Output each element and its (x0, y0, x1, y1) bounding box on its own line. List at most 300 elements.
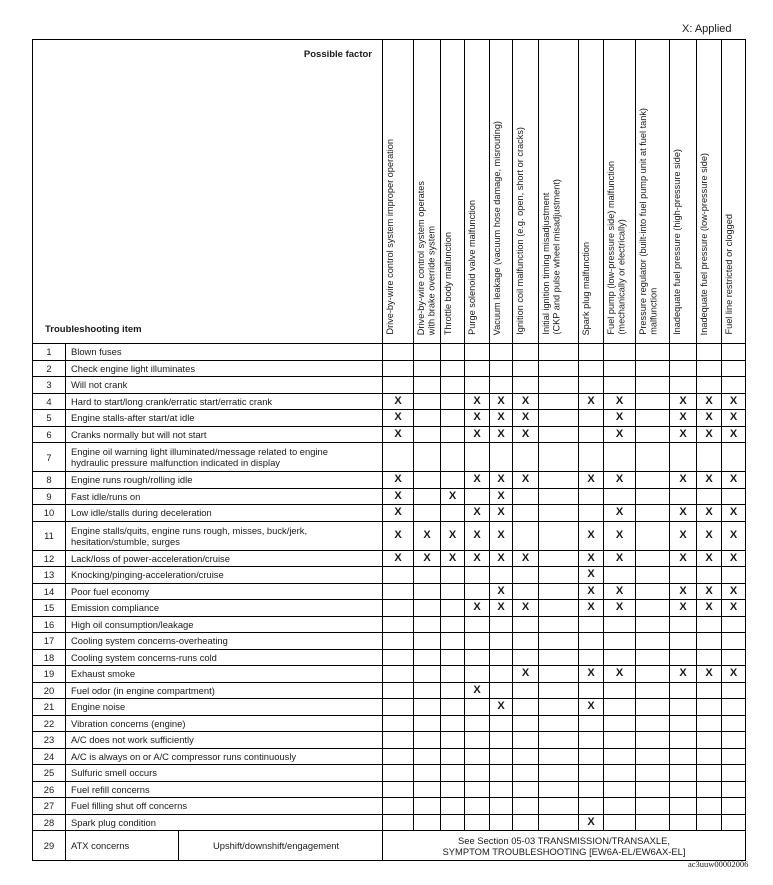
troubleshooting-item: Sulfuric smell occurs (66, 765, 383, 782)
applied-mark-cell (697, 360, 722, 377)
applied-mark-cell (513, 699, 539, 716)
applied-mark-cell (636, 814, 670, 831)
row-number: 14 (33, 583, 66, 600)
table-row (33, 814, 746, 831)
applied-mark-cell (441, 699, 465, 716)
applied-mark-cell (490, 765, 513, 782)
applied-mark-cell (670, 798, 697, 815)
table-row (33, 443, 746, 472)
applied-mark-cell (670, 649, 697, 666)
applied-mark-cell: X (465, 393, 490, 410)
troubleshooting-item: Spark plug condition (66, 814, 383, 831)
table-row (33, 505, 746, 522)
row-number: 24 (33, 748, 66, 765)
factor-label: Initial ignition timing misadjustment (CKP and pulse wheel misadjustment) (541, 179, 562, 335)
applied-mark-cell (383, 732, 414, 749)
applied-mark-cell (490, 814, 513, 831)
applied-mark-cell (636, 682, 670, 699)
applied-mark-cell (539, 344, 579, 361)
applied-mark-cell (441, 393, 465, 410)
applied-mark-cell (513, 649, 539, 666)
applied-mark-cell (513, 583, 539, 600)
applied-mark-cell (670, 715, 697, 732)
applied-mark-cell (414, 666, 441, 683)
applied-mark-cell (604, 781, 636, 798)
applied-mark-cell: X (604, 521, 636, 550)
row-number: 12 (33, 550, 66, 567)
applied-mark-cell (539, 567, 579, 584)
applied-mark-cell (414, 472, 441, 489)
applied-mark-cell (636, 488, 670, 505)
applied-mark-cell (441, 649, 465, 666)
applied-mark-cell (579, 649, 604, 666)
applied-mark-cell: X (697, 583, 722, 600)
applied-mark-cell: X (465, 521, 490, 550)
troubleshooting-item: Hard to start/long crank/erratic start/erratic crank (66, 393, 383, 410)
applied-mark-cell (722, 699, 746, 716)
applied-mark-cell: X (579, 600, 604, 617)
troubleshooting-item: Engine stalls/quits, engine runs rough, misses, buck/jerk, hesitation/stumble, surges (66, 521, 383, 550)
applied-mark-cell (414, 765, 441, 782)
applied-mark-cell (513, 732, 539, 749)
row-number: 4 (33, 393, 66, 410)
applied-mark-cell (441, 583, 465, 600)
applied-mark-cell (636, 732, 670, 749)
row-number: 9 (33, 488, 66, 505)
applied-mark-cell: X (697, 666, 722, 683)
factor-label: Inadequate fuel pressure (high-pressure side) (672, 149, 682, 335)
applied-mark-cell (579, 488, 604, 505)
troubleshooting-item: Fuel refill concerns (66, 781, 383, 798)
troubleshooting-item: Fuel filling shut off concerns (66, 798, 383, 815)
applied-mark-cell (697, 715, 722, 732)
applied-mark-cell (539, 781, 579, 798)
applied-mark-cell (539, 798, 579, 815)
applied-mark-cell: X (722, 583, 746, 600)
applied-mark-cell (539, 814, 579, 831)
applied-mark-cell (697, 616, 722, 633)
applied-mark-cell (513, 377, 539, 394)
applied-mark-cell (513, 682, 539, 699)
applied-mark-cell (414, 732, 441, 749)
applied-mark-cell: X (579, 567, 604, 584)
applied-mark-cell (539, 521, 579, 550)
applied-mark-cell (604, 488, 636, 505)
applied-mark-cell (465, 567, 490, 584)
applied-mark-cell (636, 410, 670, 427)
troubleshooting-item: Knocking/pinging-acceleration/cruise (66, 567, 383, 584)
applied-mark-cell: X (383, 410, 414, 427)
applied-mark-cell: X (604, 583, 636, 600)
applied-mark-cell (604, 633, 636, 650)
factor-header-1 (383, 40, 414, 344)
applied-mark-cell: X (697, 521, 722, 550)
applied-mark-cell (670, 344, 697, 361)
factor-label: Drive-by-wire control system operates with brake override system (416, 180, 437, 335)
applied-mark-cell (414, 715, 441, 732)
row-number: 25 (33, 765, 66, 782)
factor-label: Spark plug malfunction (581, 241, 591, 335)
row-number: 8 (33, 472, 66, 489)
applied-mark-cell: X (490, 521, 513, 550)
applied-mark-cell (604, 682, 636, 699)
troubleshooting-item: Check engine light illuminates (66, 360, 383, 377)
applied-mark-cell: X (490, 426, 513, 443)
applied-mark-cell (513, 748, 539, 765)
applied-mark-cell (670, 814, 697, 831)
applied-mark-cell (539, 550, 579, 567)
applied-mark-cell: X (579, 814, 604, 831)
applied-mark-cell (414, 583, 441, 600)
applied-mark-cell (383, 798, 414, 815)
factor-header-12 (697, 40, 722, 344)
applied-mark-cell (414, 682, 441, 699)
troubleshooting-item: Engine runs rough/rolling idle (66, 472, 383, 489)
table-row (33, 583, 746, 600)
applied-mark-cell (465, 781, 490, 798)
applied-mark-cell (539, 393, 579, 410)
applied-mark-cell: X (697, 410, 722, 427)
troubleshooting-item: Low idle/stalls during deceleration (66, 505, 383, 522)
applied-mark-cell (697, 748, 722, 765)
applied-mark-cell (697, 633, 722, 650)
applied-mark-cell (465, 715, 490, 732)
applied-mark-cell (697, 765, 722, 782)
applied-mark-cell (465, 649, 490, 666)
applied-mark-cell: X (579, 550, 604, 567)
applied-mark-cell: X (579, 521, 604, 550)
applied-mark-cell: X (670, 550, 697, 567)
table-row (33, 781, 746, 798)
applied-mark-cell (383, 649, 414, 666)
applied-mark-cell (670, 488, 697, 505)
applied-mark-cell (465, 765, 490, 782)
applied-mark-cell (383, 781, 414, 798)
applied-mark-cell (579, 633, 604, 650)
applied-mark-cell: X (670, 410, 697, 427)
applied-mark-cell (383, 715, 414, 732)
applied-mark-cell (670, 377, 697, 394)
row-number: 27 (33, 798, 66, 815)
applied-mark-cell (722, 633, 746, 650)
row-number: 13 (33, 567, 66, 584)
applied-mark-cell (383, 344, 414, 361)
applied-mark-cell (722, 682, 746, 699)
row-number: 16 (33, 616, 66, 633)
applied-mark-cell: X (490, 550, 513, 567)
applied-mark-cell: X (513, 393, 539, 410)
applied-mark-cell (383, 616, 414, 633)
applied-mark-cell (539, 488, 579, 505)
applied-mark-cell: X (604, 410, 636, 427)
applied-mark-cell: X (579, 666, 604, 683)
see-line-2: SYMPTOM TROUBLESHOOTING [EW6A-EL/EW6AX-EL] (442, 845, 686, 857)
applied-mark-cell (490, 666, 513, 683)
applied-mark-cell (636, 443, 670, 472)
row-number: 15 (33, 600, 66, 617)
applied-mark-cell (579, 377, 604, 394)
applied-mark-cell (383, 633, 414, 650)
applied-mark-cell (383, 600, 414, 617)
applied-mark-cell (722, 488, 746, 505)
factor-header-6 (513, 40, 539, 344)
applied-mark-cell: X (722, 521, 746, 550)
applied-mark-cell: X (465, 505, 490, 522)
applied-mark-cell (441, 443, 465, 472)
applied-mark-cell (604, 748, 636, 765)
applied-mark-cell (490, 732, 513, 749)
applied-mark-cell (441, 748, 465, 765)
applied-mark-cell (636, 521, 670, 550)
applied-mark-cell (441, 472, 465, 489)
applied-mark-cell (636, 393, 670, 410)
applied-mark-cell (441, 410, 465, 427)
applied-mark-cell (636, 600, 670, 617)
applied-mark-cell: X (383, 505, 414, 522)
table-row (33, 765, 746, 782)
applied-mark-cell: X (513, 410, 539, 427)
applied-mark-cell: X (383, 488, 414, 505)
applied-mark-cell (636, 666, 670, 683)
applied-mark-cell: X (465, 410, 490, 427)
applied-mark-cell (513, 344, 539, 361)
applied-mark-cell (636, 472, 670, 489)
troubleshooting-item: Lack/loss of power-acceleration/cruise (66, 550, 383, 567)
applied-mark-cell (383, 699, 414, 716)
row-number: 20 (33, 682, 66, 699)
applied-mark-cell (697, 732, 722, 749)
applied-mark-cell (513, 781, 539, 798)
applied-mark-cell: X (513, 600, 539, 617)
applied-mark-cell: X (490, 410, 513, 427)
applied-mark-cell (697, 682, 722, 699)
applied-mark-cell: X (383, 393, 414, 410)
applied-mark-cell (383, 443, 414, 472)
applied-mark-cell (539, 377, 579, 394)
applied-mark-cell (441, 344, 465, 361)
applied-mark-cell: X (722, 505, 746, 522)
troubleshooting-item: Poor fuel economy (66, 583, 383, 600)
applied-mark-cell: X (697, 505, 722, 522)
table-row (33, 521, 746, 550)
applied-mark-cell: X (383, 472, 414, 489)
applied-mark-cell (539, 583, 579, 600)
applied-mark-cell (604, 732, 636, 749)
applied-mark-cell: X (513, 472, 539, 489)
table-row (33, 567, 746, 584)
troubleshooting-item: A/C does not work sufficiently (66, 732, 383, 749)
applied-mark-cell (539, 410, 579, 427)
row-number: 26 (33, 781, 66, 798)
applied-mark-cell: X (670, 583, 697, 600)
applied-mark-cell (636, 360, 670, 377)
applied-mark-cell (670, 748, 697, 765)
applied-mark-cell (604, 360, 636, 377)
applied-mark-cell (670, 682, 697, 699)
row-number: 7 (33, 443, 66, 472)
table-row (33, 377, 746, 394)
troubleshooting-item: High oil consumption/leakage (66, 616, 383, 633)
table-row-atx (33, 831, 746, 861)
troubleshooting-item: Will not crank (66, 377, 383, 394)
factor-header-5 (490, 40, 513, 344)
applied-mark-cell (490, 649, 513, 666)
applied-mark-cell (414, 360, 441, 377)
table-row (33, 616, 746, 633)
applied-mark-cell (383, 748, 414, 765)
applied-mark-cell: X (722, 550, 746, 567)
factor-header-4 (465, 40, 490, 344)
applied-mark-cell (636, 633, 670, 650)
applied-mark-cell (490, 682, 513, 699)
troubleshooting-item: Fuel odor (in engine compartment) (66, 682, 383, 699)
applied-mark-cell: X (604, 600, 636, 617)
row-number: 29 (33, 831, 66, 861)
row-number: 18 (33, 649, 66, 666)
applied-mark-cell: X (697, 600, 722, 617)
applied-mark-cell (513, 521, 539, 550)
applied-mark-cell: X (490, 699, 513, 716)
factor-header-7 (539, 40, 579, 344)
applied-mark-cell (579, 410, 604, 427)
applied-mark-cell (513, 798, 539, 815)
applied-mark-cell (441, 600, 465, 617)
applied-mark-cell (579, 682, 604, 699)
applied-mark-cell (604, 715, 636, 732)
table-row (33, 798, 746, 815)
applied-mark-cell (722, 715, 746, 732)
applied-mark-cell: X (697, 426, 722, 443)
applied-mark-cell: X (670, 521, 697, 550)
table-row (33, 732, 746, 749)
applied-mark-cell (670, 781, 697, 798)
applied-mark-cell: X (465, 472, 490, 489)
applied-mark-cell (670, 616, 697, 633)
applied-mark-cell (579, 344, 604, 361)
applied-mark-cell (636, 550, 670, 567)
troubleshooting-item: A/C is always on or A/C compressor runs continuously (66, 748, 383, 765)
troubleshooting-item: Cranks normally but will not start (66, 426, 383, 443)
applied-mark-cell (465, 616, 490, 633)
applied-mark-cell (722, 443, 746, 472)
applied-mark-cell (441, 426, 465, 443)
row-number: 23 (33, 732, 66, 749)
applied-mark-cell: X (722, 666, 746, 683)
applied-mark-cell: X (383, 521, 414, 550)
applied-mark-cell (465, 443, 490, 472)
applied-mark-cell: X (579, 472, 604, 489)
possible-factor-label: Possible factor (303, 49, 372, 60)
applied-mark-cell (579, 443, 604, 472)
applied-mark-cell (539, 505, 579, 522)
applied-mark-cell (465, 583, 490, 600)
applied-mark-cell (636, 781, 670, 798)
applied-mark-cell (722, 377, 746, 394)
applied-mark-cell (490, 715, 513, 732)
applied-mark-cell (604, 765, 636, 782)
applied-mark-cell (579, 360, 604, 377)
applied-mark-cell (604, 344, 636, 361)
applied-mark-cell (465, 732, 490, 749)
applied-mark-cell: X (441, 488, 465, 505)
applied-mark-cell (604, 377, 636, 394)
applied-mark-cell (465, 748, 490, 765)
see-line-1: See Section 05-03 TRANSMISSION/TRANSAXLE, (458, 834, 670, 846)
table-row (33, 472, 746, 489)
row-number: 2 (33, 360, 66, 377)
legend: X: Applied (682, 23, 732, 35)
table-row (33, 649, 746, 666)
applied-mark-cell (441, 732, 465, 749)
applied-mark-cell (579, 616, 604, 633)
applied-mark-cell (414, 393, 441, 410)
row-number: 6 (33, 426, 66, 443)
troubleshooting-item: Blown fuses (66, 344, 383, 361)
applied-mark-cell (441, 633, 465, 650)
applied-mark-cell: X (697, 393, 722, 410)
applied-mark-cell: X (722, 410, 746, 427)
factor-label: Fuel pump (low-pressure side) malfunction (mechanically or electrically) (606, 161, 627, 335)
applied-mark-cell (490, 798, 513, 815)
applied-mark-cell: X (722, 600, 746, 617)
applied-mark-cell (722, 765, 746, 782)
applied-mark-cell (441, 567, 465, 584)
factor-label: Drive-by-wire control system improper operation (385, 139, 395, 335)
factor-label: Purge solenoid valve malfunction (467, 200, 477, 335)
applied-mark-cell (636, 505, 670, 522)
table-row (33, 633, 746, 650)
header-corner-cell (33, 40, 383, 344)
table-row (33, 666, 746, 683)
applied-mark-cell (465, 633, 490, 650)
applied-mark-cell (513, 505, 539, 522)
applied-mark-cell (465, 666, 490, 683)
factor-header-8 (579, 40, 604, 344)
applied-mark-cell (441, 682, 465, 699)
applied-mark-cell (636, 715, 670, 732)
applied-mark-cell (414, 798, 441, 815)
applied-mark-cell (414, 781, 441, 798)
applied-mark-cell: X (383, 426, 414, 443)
applied-mark-cell (513, 633, 539, 650)
applied-mark-cell (383, 567, 414, 584)
applied-mark-cell: X (465, 550, 490, 567)
applied-mark-cell (383, 682, 414, 699)
applied-mark-cell: X (490, 488, 513, 505)
applied-mark-cell: X (670, 505, 697, 522)
applied-mark-cell (636, 798, 670, 815)
applied-mark-cell (539, 682, 579, 699)
applied-mark-cell (604, 443, 636, 472)
applied-mark-cell (722, 732, 746, 749)
table-row (33, 344, 746, 361)
table-row (33, 600, 746, 617)
applied-mark-cell (697, 443, 722, 472)
applied-mark-cell (697, 814, 722, 831)
applied-mark-cell (539, 426, 579, 443)
applied-mark-cell (697, 781, 722, 798)
applied-mark-cell (513, 443, 539, 472)
applied-mark-cell (722, 748, 746, 765)
applied-mark-cell: X (670, 600, 697, 617)
applied-mark-cell (722, 781, 746, 798)
applied-mark-cell (414, 377, 441, 394)
factor-header-2 (414, 40, 441, 344)
applied-mark-cell (722, 567, 746, 584)
applied-mark-cell (465, 699, 490, 716)
applied-mark-cell (539, 360, 579, 377)
table-row (33, 360, 746, 377)
